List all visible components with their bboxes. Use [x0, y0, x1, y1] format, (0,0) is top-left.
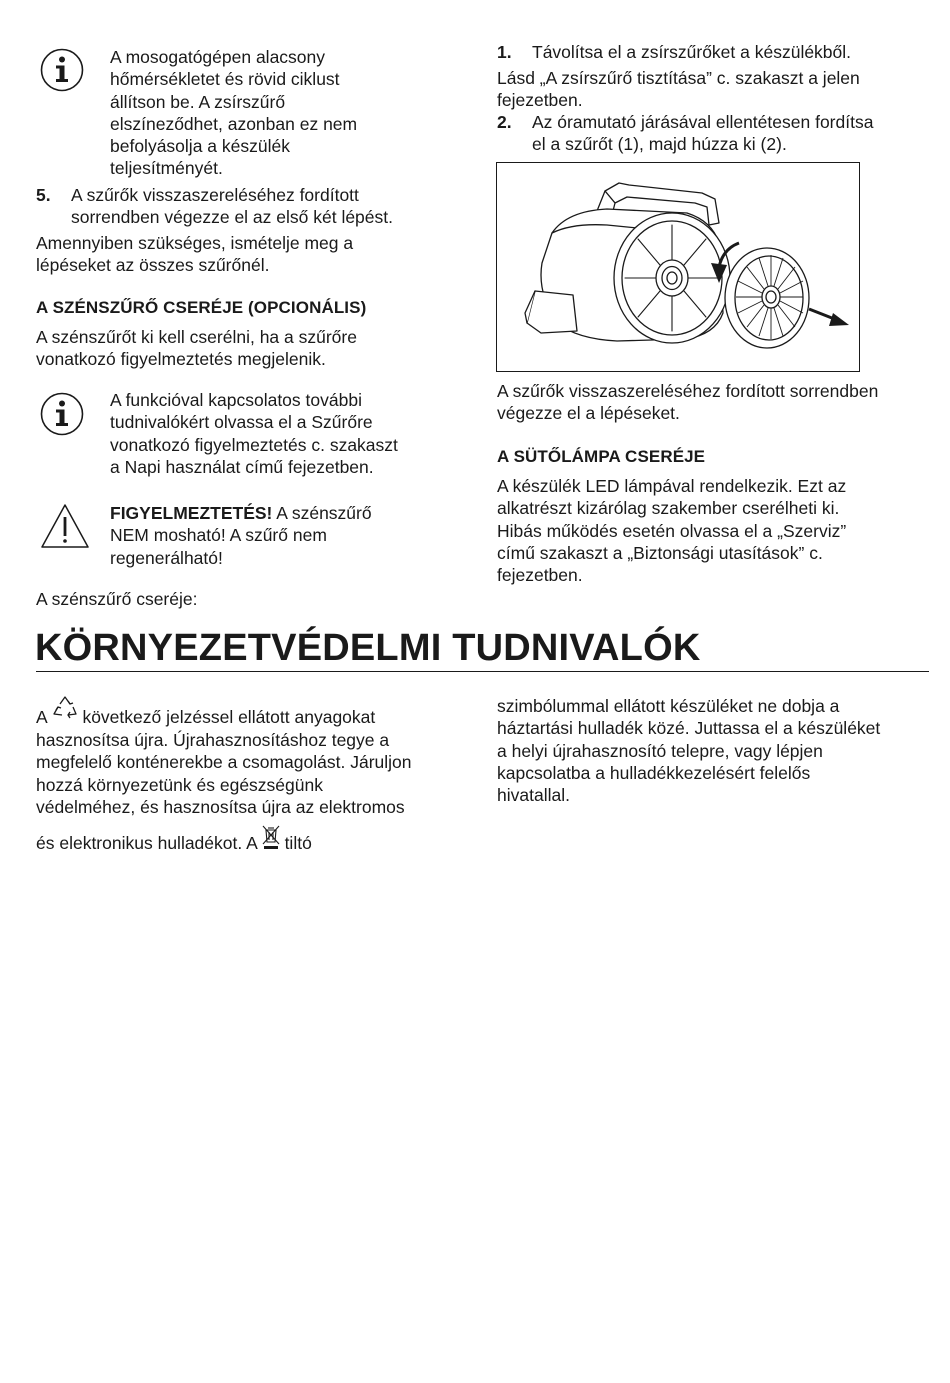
- paragraph-line: vonatkozó figyelmeztetés megjelenik.: [36, 349, 326, 370]
- paragraph-line: fejezetben.: [497, 90, 583, 111]
- paragraph-line: hozzá környezetünk és egészségünk: [36, 774, 323, 795]
- paragraph-replacement-intro: A szénszűrő cseréje:: [36, 589, 198, 609]
- step-5: [36, 184, 466, 230]
- paragraph-line: hivatallal.: [497, 785, 570, 806]
- paragraph-line: a helyi újrahasznosító telepre, vagy lépjen: [497, 740, 823, 761]
- step-line: Az óramutató járásával ellentétesen fordítsa: [532, 112, 874, 132]
- note-line: a Napi használat című fejezetben.: [110, 456, 374, 477]
- paragraph-see-section: [497, 67, 937, 112]
- info-icon: [40, 392, 84, 436]
- warning-line: regenerálható!: [110, 547, 223, 568]
- paragraph-line: hasznosítsa újra. Újrahasznosításhoz tegye a: [36, 730, 390, 750]
- step-text: Távolítsa el a zsírszűrőket a készülékből.: [532, 42, 852, 62]
- paragraph-line: Amennyiben szükséges, ismételje meg a: [36, 233, 354, 253]
- note-line: teljesítményét.: [110, 158, 223, 179]
- paragraph-line: A készülék LED lámpával rendelkezik. Ezt az: [497, 476, 847, 496]
- paragraph-line: védelméhez, és hasznosítsa újra az elektromos: [36, 796, 405, 817]
- note-line: A funkcióval kapcsolatos további: [110, 390, 362, 410]
- step-1: [497, 41, 937, 65]
- note-line: vonatkozó figyelmeztetés c. szakaszt: [110, 434, 398, 455]
- text-run: következő jelzéssel ellátott anyagokat: [77, 707, 376, 727]
- info-icon: [40, 48, 84, 92]
- warning-first-line: [110, 502, 445, 524]
- hood-motor-drawing: [497, 163, 859, 371]
- note-line: elszíneződhet, azonban ez nem: [110, 113, 358, 134]
- text-run: A: [36, 707, 52, 727]
- section-heading-charcoal-filter: A SZÉNSZŰRŐ CSERÉJE (OPCIONÁLIS): [36, 298, 367, 317]
- step-number: 1.: [497, 42, 512, 62]
- warning-text: A szénszűrő: [272, 503, 372, 523]
- text-run: tiltó: [279, 833, 312, 854]
- paragraph-environment-left: [36, 695, 476, 854]
- info-note-filter-warning: [110, 389, 445, 478]
- info-note-dishwasher: [110, 46, 445, 180]
- paragraph-charcoal: [36, 326, 466, 371]
- step-line: el a szűrőt (1), majd húzza ki (2).: [532, 134, 787, 155]
- paragraph-first-line: [36, 695, 476, 729]
- step-line: sorrendben végezze el az első két lépést.: [71, 207, 393, 228]
- warning-triangle-icon: [40, 503, 90, 549]
- paragraph-line: A szűrők visszaszereléséhez fordított sorrendben: [497, 381, 879, 401]
- paragraph-line: fejezetben.: [497, 565, 583, 586]
- step-2: [497, 111, 937, 157]
- page-title-environment: KÖRNYEZETVÉDELMI TUDNIVALÓK: [35, 627, 701, 669]
- crossed-bin-icon: [262, 824, 280, 850]
- note-line: A mosogatógépen alacsony: [110, 47, 326, 67]
- paragraph-line: Hibás működés esetén olvassa el a „Szerviz”: [497, 520, 847, 541]
- warning-label: FIGYELMEZTETÉS!: [110, 503, 273, 523]
- warning-line: NEM mosható! A szűrő nem: [110, 525, 327, 546]
- paragraph-line: A szénszűrőt ki kell cserélni, ha a szűrőre: [36, 327, 357, 347]
- step-number: 5.: [36, 185, 51, 205]
- title-divider: [36, 671, 929, 672]
- paragraph-reassembly: [497, 380, 937, 425]
- paragraph-line: megfelelő konténerekbe a csomagolást. Járuljon: [36, 752, 412, 773]
- section-heading-oven-lamp: A SÜTŐLÁMPA CSERÉJE: [497, 447, 706, 466]
- filter-removal-illustration: [496, 162, 860, 372]
- step-number: 2.: [497, 112, 512, 132]
- text-run: és elektronikus hulladékot. A: [36, 833, 262, 854]
- paragraph-line: kapcsolatba a hulladékkezelésért felelős: [497, 762, 811, 783]
- paragraph-led-lamp: [497, 475, 937, 586]
- note-line: állítson be. A zsírszűrő: [110, 91, 286, 112]
- paragraph-line: Lásd „A zsírszűrő tisztítása” c. szakaszt a jelen: [497, 68, 860, 88]
- paragraph-line: című szakaszt a „Biztonsági utasítások” c.: [497, 542, 823, 563]
- paragraph-environment-right: [497, 695, 937, 806]
- pull-arrow-icon: [809, 309, 849, 326]
- paragraph-line: alkatrészt kizárólag szakember cserélheti ki.: [497, 498, 840, 519]
- recycle-icon: [52, 695, 78, 721]
- paragraph-line: végezze el a lépéseket.: [497, 403, 680, 424]
- note-line: befolyásolja a készülék: [110, 136, 290, 157]
- paragraph-line: szimbólummal ellátott készüléket ne dobja a: [497, 696, 840, 716]
- note-line: hőmérsékletet és rövid ciklust: [110, 69, 340, 90]
- paragraph-repeat: [36, 232, 466, 277]
- paragraph-line: háztartási hulladék közé. Juttassa el a készüléket: [497, 718, 881, 739]
- note-line: tudnivalókért olvassa el a Szűrőre: [110, 412, 373, 433]
- step-line: A szűrők visszaszereléséhez fordított: [71, 185, 359, 205]
- warning-note: [110, 502, 445, 569]
- paragraph-last-line: [36, 824, 476, 854]
- paragraph-line: lépéseket az összes szűrőnél.: [36, 255, 270, 276]
